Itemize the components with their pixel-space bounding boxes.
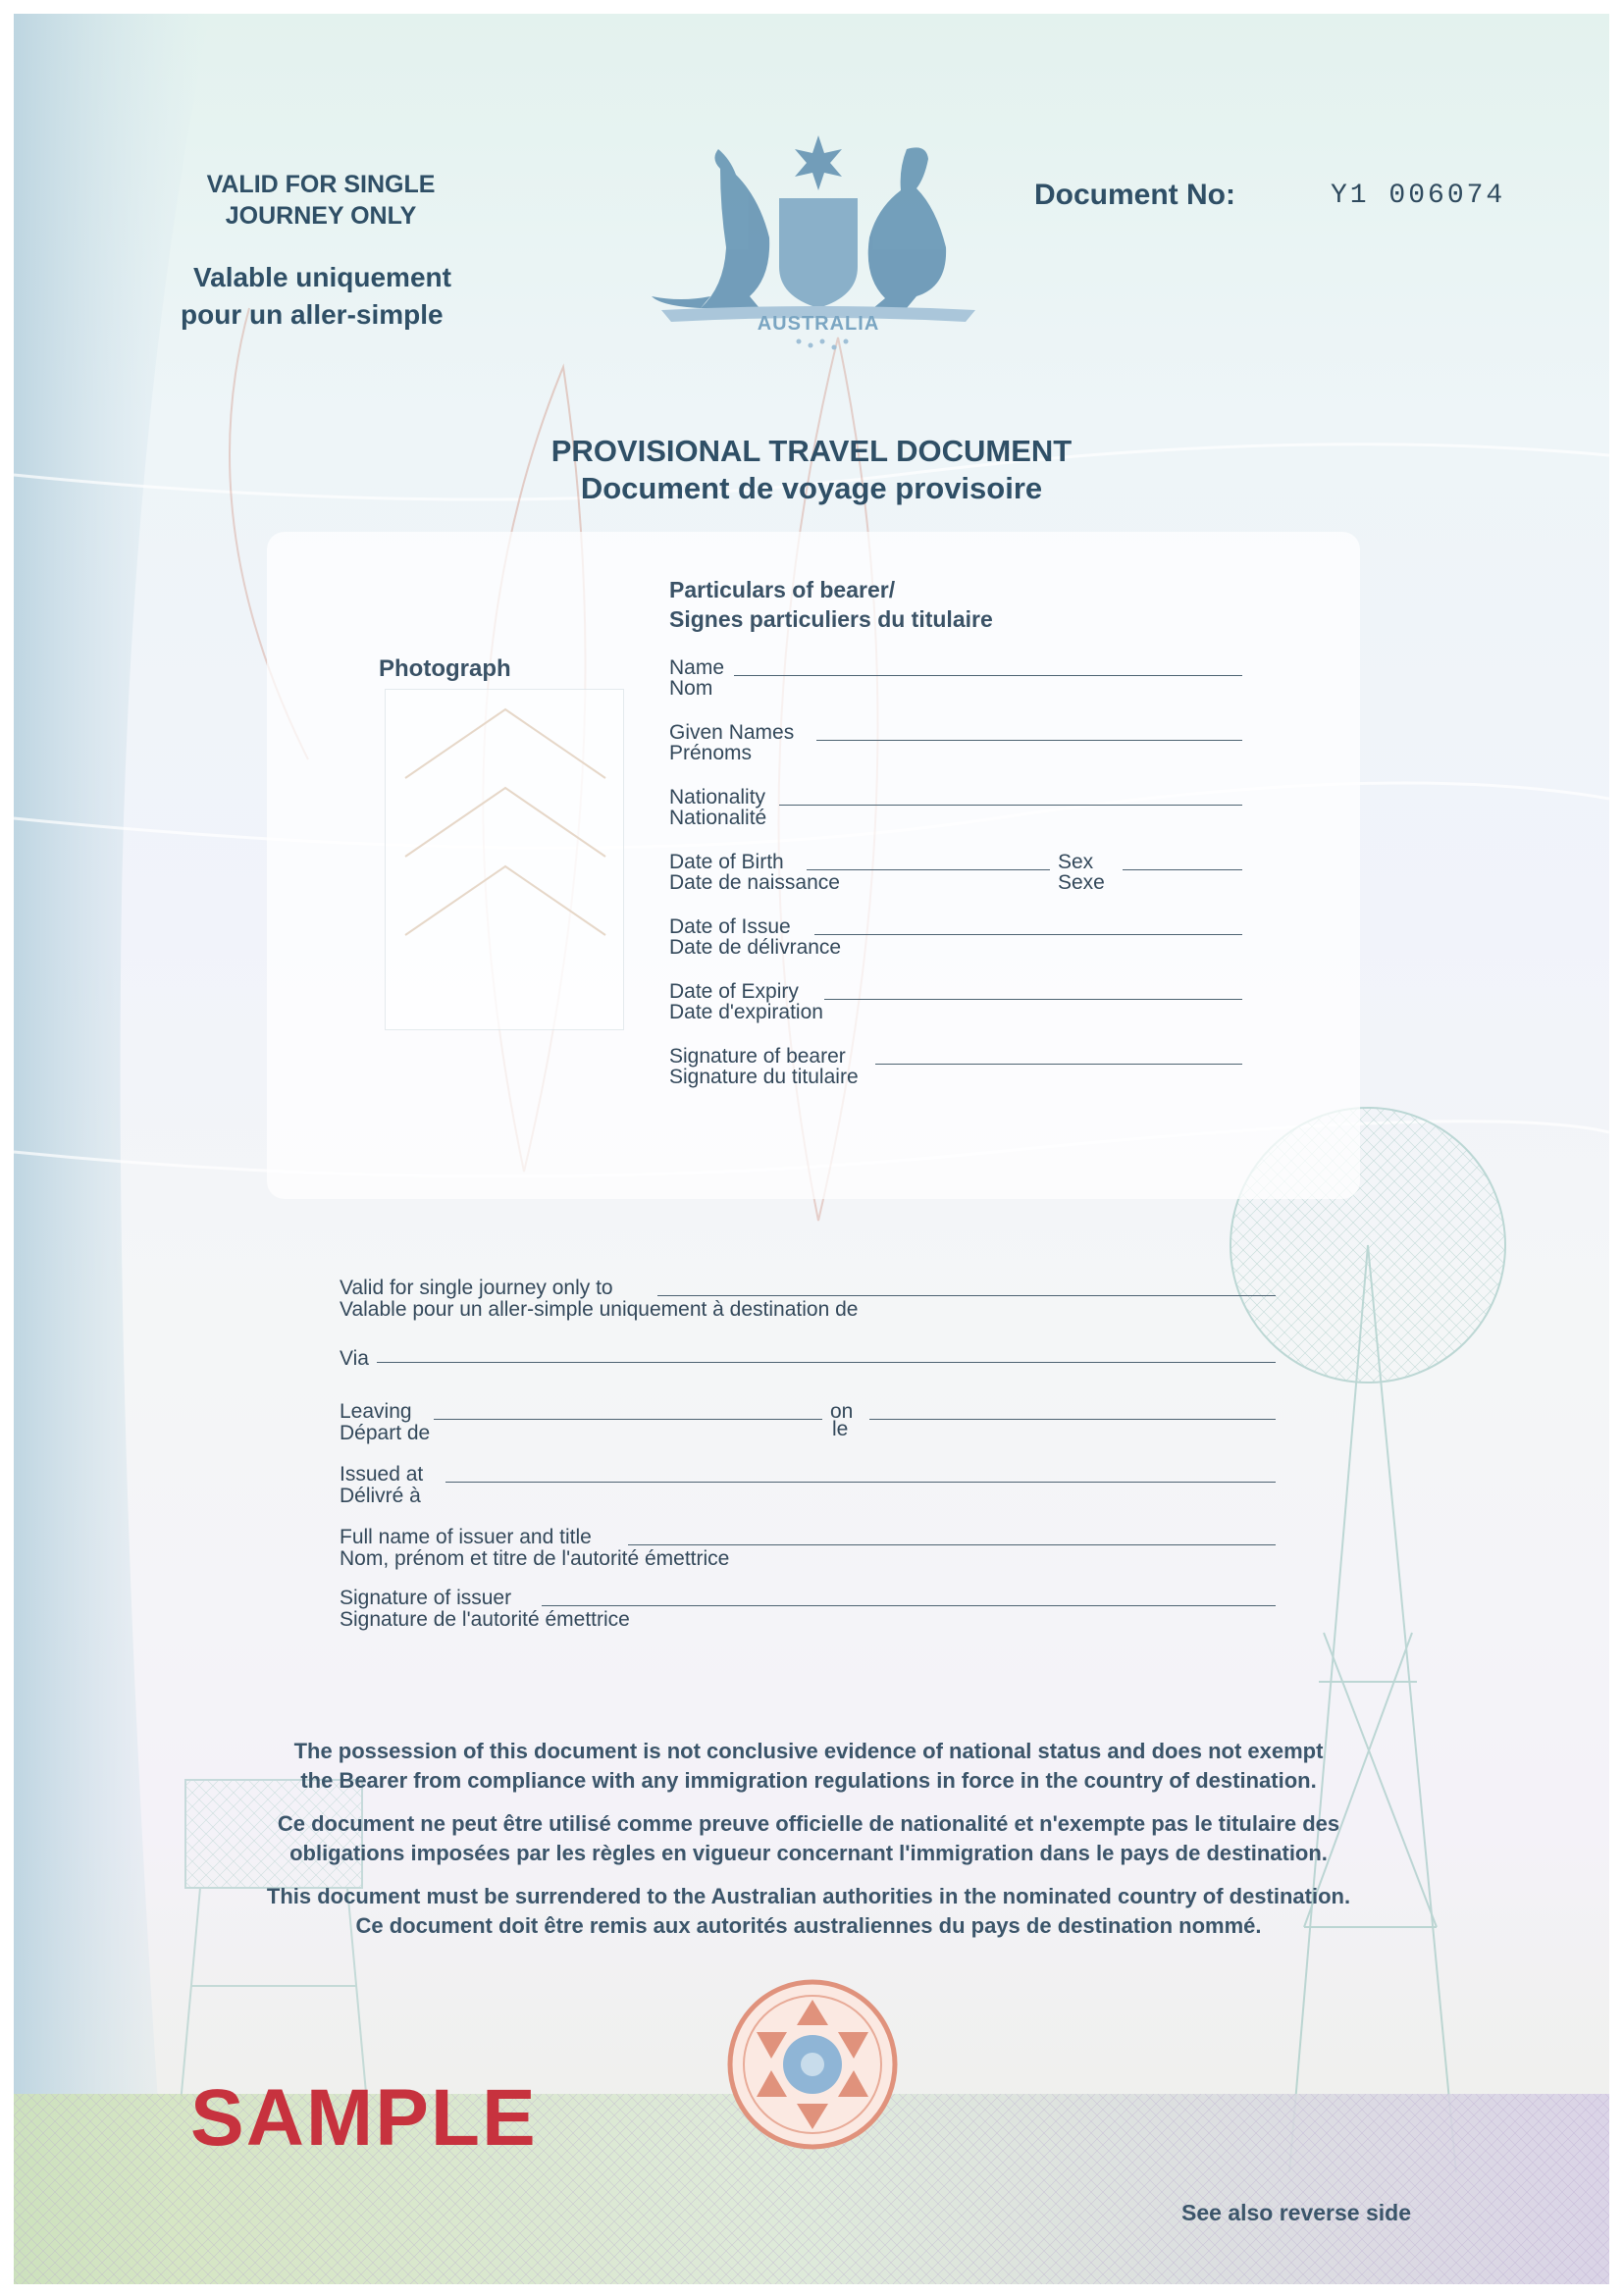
valid-fr-line-2: pour un aller-simple	[181, 299, 444, 330]
via-label: Via	[340, 1347, 369, 1370]
expiry-date-label-en: Date of Expiry	[669, 980, 799, 1003]
travel-document-page	[14, 14, 1609, 2284]
dob-label-en: Date of Birth	[669, 851, 784, 873]
document-number-value: Y1 006074	[1331, 181, 1506, 211]
notice-status-en-line-1: The possession of this document is not conclusive evidence of national status and does not exempt	[293, 1739, 1324, 1763]
destination-label-en: Valid for single journey only to	[340, 1277, 613, 1299]
particulars-heading-fr: Signes particuliers du titulaire	[669, 606, 993, 632]
valid-single-journey-fr	[181, 259, 524, 334]
nationality-label-en: Nationality	[669, 786, 766, 809]
notice-status-fr-line-2: obligations imposées par les règles en vigueur concernant l'immigration dans le pays de destination.	[289, 1841, 1328, 1865]
issuer-signature-label-en: Signature of issuer	[340, 1587, 512, 1609]
sex-label-en: Sex	[1058, 851, 1094, 873]
issued-at-label-fr: Délivré à	[340, 1485, 421, 1507]
crest-text: AUSTRALIA	[757, 313, 880, 335]
issued-at-field[interactable]	[445, 1482, 1276, 1483]
bearer-signature-label-fr: Signature du titulaire	[669, 1066, 859, 1088]
dob-field[interactable]	[807, 869, 1050, 870]
issuer-name-label-en: Full name of issuer and title	[340, 1526, 592, 1548]
sex-field[interactable]	[1123, 869, 1242, 870]
issuer-signature-field[interactable]	[542, 1605, 1276, 1606]
bearer-signature-field[interactable]	[875, 1064, 1242, 1065]
given-names-label-fr: Prénoms	[669, 742, 753, 764]
valid-fr-line-1: Valable uniquement	[193, 262, 451, 292]
leaving-field[interactable]	[434, 1419, 822, 1420]
issued-at-label-en: Issued at	[340, 1463, 424, 1486]
issue-date-field[interactable]	[814, 934, 1242, 935]
leaving-label-en: Leaving	[340, 1400, 412, 1423]
coat-of-arms-icon	[642, 130, 995, 355]
title-en: PROVISIONAL TRAVEL DOCUMENT	[550, 434, 1073, 468]
expiry-date-field[interactable]	[824, 999, 1242, 1000]
issue-date-label-fr: Date de délivrance	[669, 936, 842, 959]
particulars-heading-en: Particulars of bearer/	[669, 577, 896, 602]
expiry-date-label-fr: Date d'expiration	[669, 1001, 823, 1023]
dob-label-fr: Date de naissance	[669, 871, 840, 894]
title-fr: Document de voyage provisoire	[580, 471, 1043, 505]
notice-surrender	[161, 1882, 1456, 1941]
coat-of-arms	[642, 130, 995, 355]
photograph-area[interactable]	[385, 689, 624, 1030]
nationality-label-fr: Nationalité	[669, 807, 767, 829]
notice-status-fr	[161, 1809, 1456, 1868]
leaving-label-fr: Départ de	[340, 1422, 431, 1444]
valid-en-line-1: VALID FOR SINGLE	[206, 171, 436, 198]
nationality-field[interactable]	[779, 805, 1242, 806]
notice-status-en-line-2: the Bearer from compliance with any immigration regulations in force in the country of destination.	[300, 1768, 1317, 1793]
valid-single-journey-en	[200, 169, 442, 232]
particulars-heading	[669, 575, 993, 634]
on-label-fr: le	[832, 1418, 849, 1440]
name-label-en: Name	[669, 656, 725, 679]
issue-date-label-en: Date of Issue	[669, 915, 791, 938]
chevron-watermark-icon	[386, 690, 625, 1031]
issuer-name-field[interactable]	[628, 1544, 1276, 1545]
notice-status-en	[161, 1737, 1456, 1796]
issuer-name-label-fr: Nom, prénom et titre de l'autorité émettrice	[340, 1547, 730, 1570]
name-label-fr: Nom	[669, 677, 713, 700]
issuer-signature-label-fr: Signature de l'autorité émettrice	[340, 1608, 630, 1631]
given-names-label-en: Given Names	[669, 721, 795, 744]
leaving-date-field[interactable]	[869, 1419, 1276, 1420]
valid-en-line-2: JOURNEY ONLY	[225, 202, 417, 230]
via-field[interactable]	[377, 1362, 1276, 1363]
reverse-side-note: See also reverse side	[1181, 2200, 1411, 2225]
destination-label-fr: Valable pour un aller-simple uniquement à destination de	[340, 1298, 859, 1321]
on-label-en: on	[830, 1400, 854, 1423]
document-number-label: Document No:	[1034, 179, 1235, 211]
sample-watermark: SAMPLE	[190, 2073, 538, 2163]
notice-surrender-fr: Ce document doit être remis aux autorités australiennes du pays de destination nommé.	[355, 1913, 1262, 1938]
given-names-field[interactable]	[816, 740, 1242, 741]
sex-label-fr: Sexe	[1058, 871, 1105, 894]
flower-emblem-icon	[726, 1978, 899, 2151]
notice-status-fr-line-1: Ce document ne peut être utilisé comme preuve officielle de nationalité et n'exempte pas le titulaire des	[277, 1811, 1340, 1836]
name-field[interactable]	[734, 675, 1242, 676]
bearer-signature-label-en: Signature of bearer	[669, 1045, 846, 1068]
notice-surrender-en: This document must be surrendered to the Australian authorities in the nominated country of destination.	[266, 1884, 1351, 1908]
photograph-label: Photograph	[379, 655, 511, 682]
destination-field[interactable]	[657, 1295, 1276, 1296]
emblem-seal	[726, 1978, 899, 2151]
